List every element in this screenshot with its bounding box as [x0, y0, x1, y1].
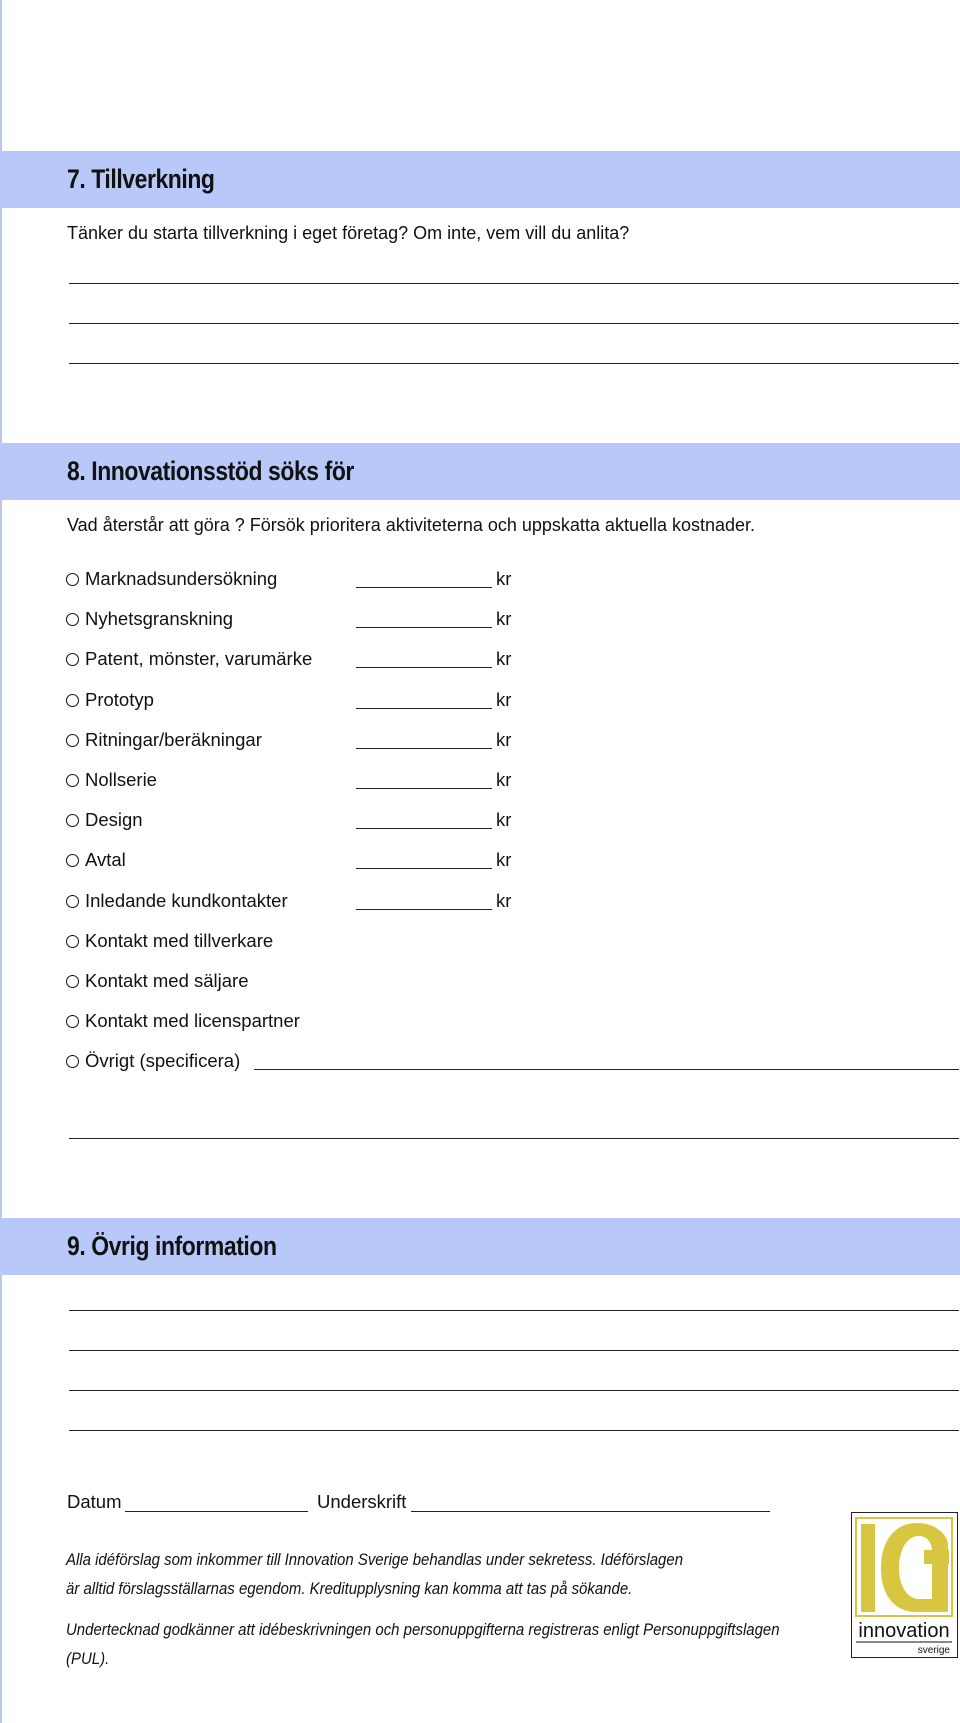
section-7-title: 7. Tillverkning — [67, 164, 215, 194]
answer-line[interactable] — [69, 363, 959, 364]
section-9-title: 9. Övrig information — [67, 1231, 277, 1261]
checkbox-item[interactable] — [66, 607, 233, 631]
checkbox-circle-icon[interactable] — [66, 573, 79, 586]
checkbox-label: Nyhetsgranskning — [85, 608, 234, 630]
checkbox-label: Avtal — [85, 849, 126, 871]
checkbox-label: Kontakt med säljare — [85, 970, 249, 991]
checkbox-label: Ritningar/beräkningar — [85, 728, 262, 750]
checkbox-circle-icon[interactable] — [66, 734, 79, 747]
checkbox-item[interactable] — [66, 808, 143, 832]
cost-input-line[interactable] — [356, 667, 492, 668]
innovation-sverige-logo — [851, 1512, 958, 1658]
answer-line[interactable] — [69, 1430, 959, 1431]
currency-label: kr — [496, 688, 512, 710]
checkbox-circle-icon[interactable] — [66, 1015, 79, 1028]
answer-line[interactable] — [69, 283, 959, 284]
checkbox-circle-icon[interactable] — [66, 895, 79, 908]
checkbox-label: Inledande kundkontakter — [85, 889, 288, 911]
signature-label: Underskrift — [317, 1491, 407, 1512]
checkbox-item[interactable] — [66, 969, 249, 993]
currency-label: kr — [496, 608, 512, 630]
checkbox-item[interactable] — [66, 929, 273, 953]
checkbox-label: Nollserie — [85, 769, 157, 790]
signature-field[interactable] — [411, 1511, 770, 1512]
date-field[interactable] — [125, 1511, 308, 1512]
answer-line[interactable] — [69, 1138, 959, 1139]
checkbox-other[interactable] — [66, 1049, 240, 1073]
note-line-3: Undertecknad godkänner att idébeskrivningen och personuppgifterna registreras enligt Personuppgiftslagen — [66, 1620, 780, 1639]
checkbox-circle-icon[interactable] — [66, 975, 79, 988]
cost-input-line[interactable] — [356, 708, 492, 709]
answer-line[interactable] — [69, 1350, 959, 1351]
logo-mark-icon — [852, 1513, 956, 1656]
checkbox-item[interactable] — [66, 848, 126, 872]
checkbox-label: Design — [85, 809, 143, 831]
currency-label: kr — [496, 568, 512, 589]
cost-input-line[interactable] — [356, 828, 492, 829]
checkbox-label: Patent, mönster, varumärke — [85, 648, 313, 670]
section-8-header — [0, 443, 960, 500]
page-edge — [0, 0, 2, 1723]
checkbox-label: Kontakt med tillverkare — [85, 929, 274, 951]
checkbox-item[interactable] — [66, 728, 262, 752]
currency-label: kr — [496, 769, 512, 790]
answer-line[interactable] — [69, 1310, 959, 1311]
checkbox-label: Prototyp — [85, 688, 154, 710]
checkbox-circle-icon[interactable] — [66, 613, 79, 626]
cost-input-line[interactable] — [356, 748, 492, 749]
checkbox-item[interactable] — [66, 647, 312, 671]
cost-input-line[interactable] — [356, 788, 492, 789]
answer-line[interactable] — [69, 1390, 959, 1391]
date-label: Datum — [67, 1491, 122, 1512]
logo-sub: sverige — [917, 1645, 950, 1656]
currency-label: kr — [496, 889, 512, 911]
checkbox-item[interactable] — [66, 768, 157, 792]
checkbox-circle-icon[interactable] — [66, 1055, 79, 1068]
section-8-title: 8. Innovationsstöd söks för — [67, 456, 354, 486]
other-label: Övrigt (specificera) — [85, 1050, 241, 1071]
currency-label: kr — [496, 728, 512, 750]
checkbox-item[interactable] — [66, 1009, 300, 1033]
cost-input-line[interactable] — [356, 868, 492, 869]
checkbox-circle-icon[interactable] — [66, 854, 79, 867]
section-8-intro: Vad återstår att göra ? Försök prioritera aktiviteterna och uppskatta aktuella kostnader. — [67, 515, 756, 535]
checkbox-circle-icon[interactable] — [66, 653, 79, 666]
note-line-2: är alltid förslagsställarnas egendom. Kreditupplysning kan komma att tas på sökande. — [66, 1579, 633, 1598]
section-7-question: Tänker du starta tillverkning i eget företag? Om inte, vem vill du anlita? — [67, 223, 630, 243]
note-line-1: Alla idéförslag som inkommer till Innovation Sverige behandlas under sekretess. Idéförslagen — [66, 1550, 684, 1569]
checkbox-item[interactable] — [66, 889, 288, 913]
checkbox-circle-icon[interactable] — [66, 774, 79, 787]
section-7-header — [0, 151, 960, 208]
checkbox-circle-icon[interactable] — [66, 935, 79, 948]
note-line-4: (PUL). — [66, 1649, 110, 1668]
cost-input-line[interactable] — [356, 587, 492, 588]
currency-label: kr — [496, 809, 512, 831]
checkbox-circle-icon[interactable] — [66, 694, 79, 707]
other-specify-line[interactable] — [254, 1069, 959, 1070]
checkbox-item[interactable] — [66, 688, 154, 712]
section-9-header — [0, 1218, 960, 1275]
cost-input-line[interactable] — [356, 627, 492, 628]
currency-label: kr — [496, 849, 512, 871]
checkbox-label: Kontakt med licenspartner — [85, 1010, 300, 1032]
currency-label: kr — [496, 648, 512, 670]
cost-input-line[interactable] — [356, 909, 492, 910]
checkbox-circle-icon[interactable] — [66, 814, 79, 827]
checkbox-item[interactable] — [66, 567, 277, 591]
checkbox-label: Marknadsundersökning — [85, 568, 278, 589]
answer-line[interactable] — [69, 323, 959, 324]
logo-word: innovation — [858, 1620, 950, 1642]
